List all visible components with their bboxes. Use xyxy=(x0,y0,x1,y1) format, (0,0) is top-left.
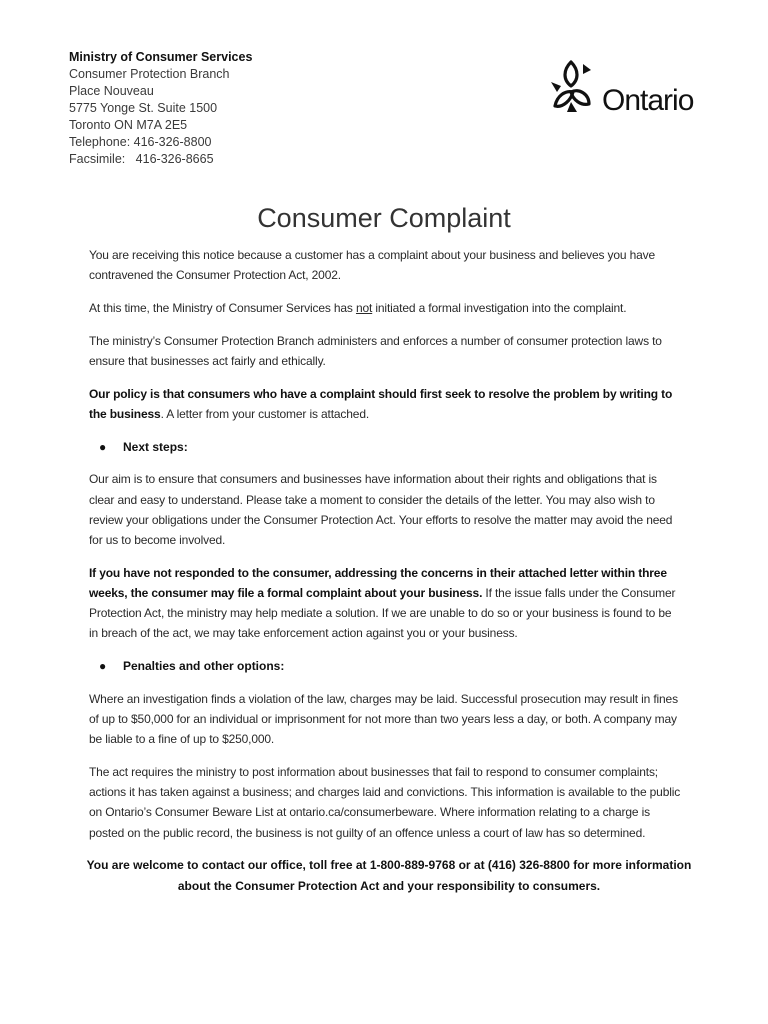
paragraph-aim: Our aim is to ensure that consumers and businesses have information about their rights and obligations that is clear and easy to understand. Please take a moment to consider the details of the letter. You may also wish to review your obligations under the Consumer Protection Act. Your efforts to resolve the matter may avoid the need for us to become involved. xyxy=(89,472,673,547)
three-weeks-bold-text: If you have not responded to the consumer, addressing the concerns in their attached letter within three weeks, the consumer may file a formal complaint about your business. xyxy=(89,565,667,600)
heading-penalties: ● Penalties and other options: xyxy=(89,656,681,676)
address-line: Consumer Protection Branch xyxy=(69,67,230,81)
emphasis-not: not xyxy=(355,301,373,315)
policy-bold-text: Our policy is that consumers who have a complaint should first seek to resolve the problem by writing to the business xyxy=(89,386,673,421)
address-line: Toronto ON M7A 2E5 xyxy=(69,118,188,132)
letter-body xyxy=(86,245,692,896)
page-title: Consumer Complaint xyxy=(257,203,511,233)
facsimile-line: Facsimile: 416-326-8665 xyxy=(69,152,214,166)
heading-next-steps: ● Next steps: xyxy=(89,437,681,457)
bullet-icon: ● xyxy=(99,659,107,674)
address-line: 5775 Yonge St. Suite 1500 xyxy=(69,101,218,115)
bullet-icon: ● xyxy=(99,439,107,454)
paragraph-policy: Our policy is that consumers who have a complaint should first seek to resolve the problem by writing to the business. A letter from your customer is attached. xyxy=(89,386,673,421)
ministry-name: Ministry of Consumer Services xyxy=(69,50,253,64)
paragraph-violations: Where an investigation finds a violation of the law, charges may be laid. Successful prosecution may result in fines of up to $50,000 for an individual or imprisonment for not more than two years less a day, or both. A company may be liable to a fine of up to $250,000. xyxy=(89,691,678,747)
paragraph-intro: You are receiving this notice because a customer has a complaint about your business and believes you have contravened the Consumer Protection Act, 2002. xyxy=(89,248,656,283)
sender-address-block xyxy=(69,49,409,168)
ontario-wordmark: Ontario xyxy=(602,84,694,117)
telephone-line: Telephone: 416-326-8800 xyxy=(69,135,212,149)
closing-contact-note: You are welcome to contact our office, toll free at 1-800-889-9768 or at (416) 326-8800 for more information about the Consumer Protection Act and your responsibility to consumers. xyxy=(86,858,692,893)
paragraph-no-investigation: At this time, the Ministry of Consumer Services has not initiated a formal investigation into the complaint. xyxy=(89,301,627,315)
paragraph-three-weeks: If you have not responded to the consumer, addressing the concerns in their attached letter within three weeks, the consumer may file a formal complaint about your business. If the issue falls under the Consumer Protection Act, the ministry may help mediate a solution. If we are unable to do so or your business is found to be in breach of the act, we may take enforcement action against you or your business. xyxy=(89,565,676,641)
ontario-logo xyxy=(547,58,717,124)
paragraph-branch-role: The ministry’s Consumer Protection Branch administers and enforces a number of consumer protection laws to ensure that businesses act fairly and ethically. xyxy=(89,333,662,368)
trillium-icon xyxy=(547,58,603,120)
paragraph-beware-list: The act requires the ministry to post information about businesses that fail to respond to consumer complaints; actions it has taken against a business; and charges laid and convictions. This information is available to the public on Ontario’s Consumer Beware List at ontario.ca/consumerbeware. Where information relating to a charge is posted on the public record, the business is not guilty of an offence unless a court of law has so determined. xyxy=(89,765,681,840)
address-line: Place Nouveau xyxy=(69,84,154,98)
